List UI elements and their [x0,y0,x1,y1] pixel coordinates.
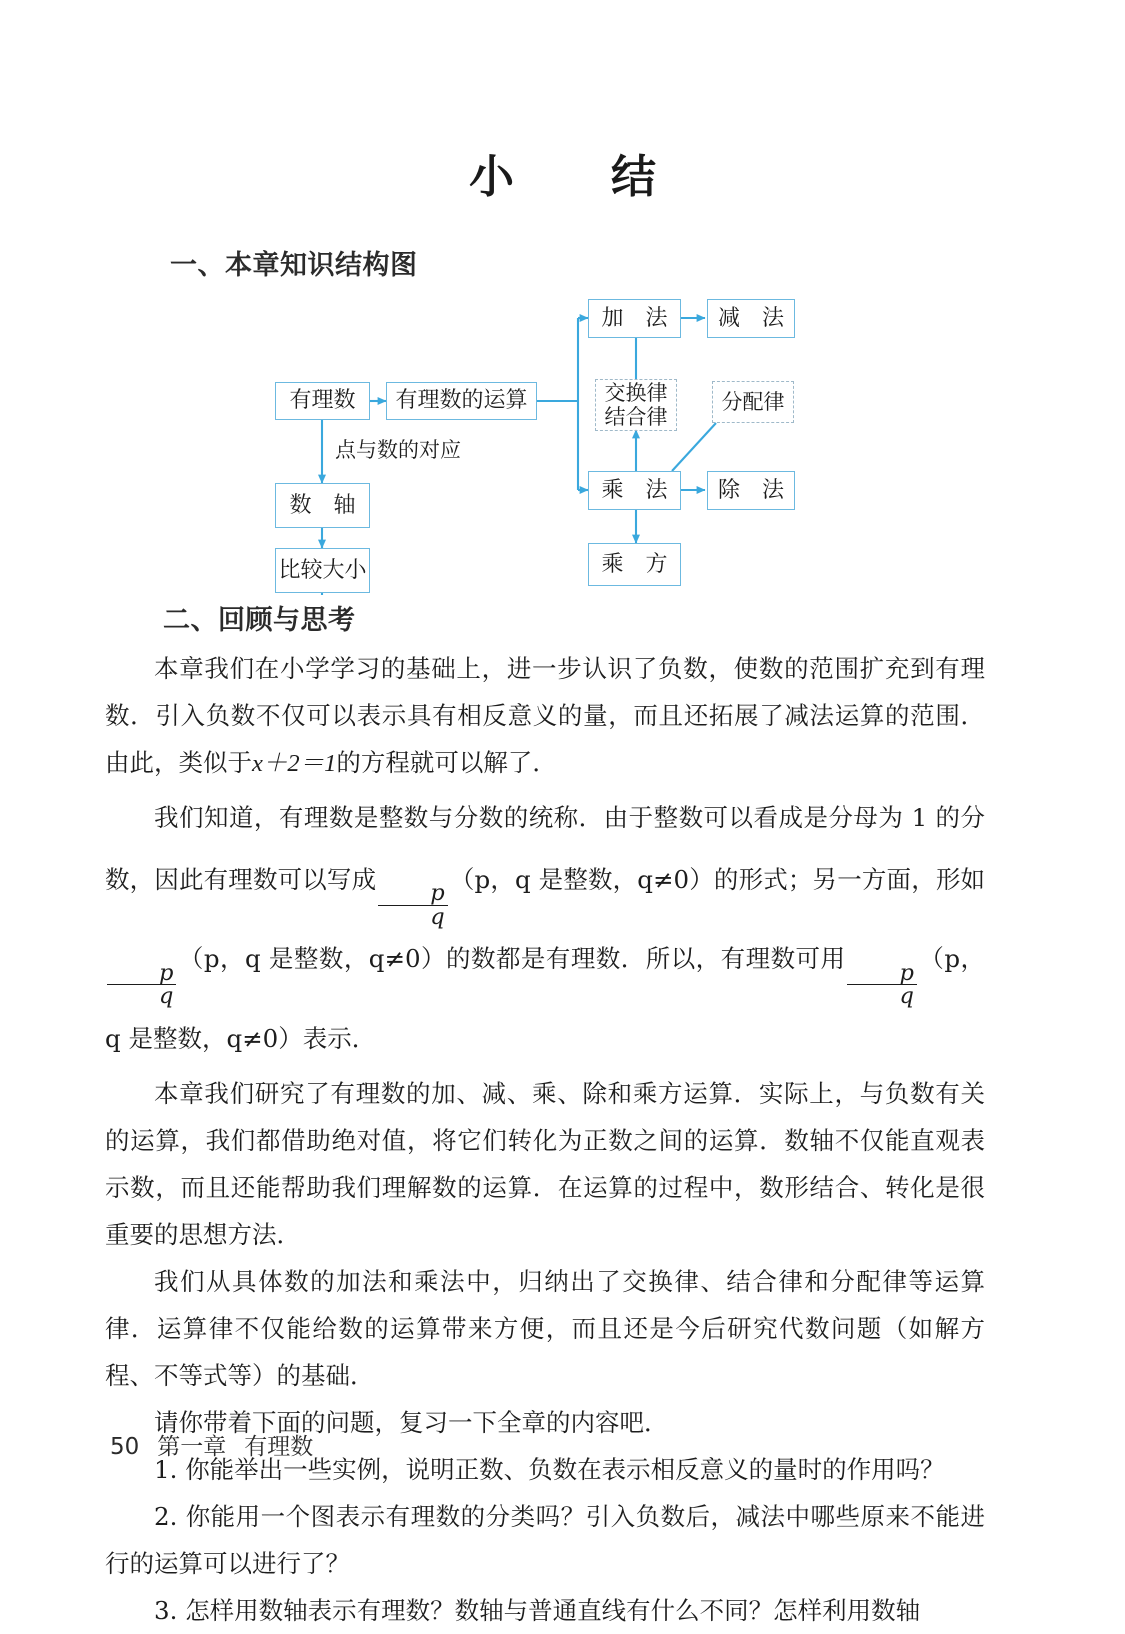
diagram-node-distributive [712,381,794,423]
question-text: 你能用一个图表示有理数的分类吗？引入负数后，减法中哪些原来不能进行的运算可以进行了？ [105,1501,986,1578]
paragraph-4: 我们从具体数的加法和乘法中，归纳出了交换律、结合律和分配律等运算律．运算律不仅能给数的运算带来方便，而且还是今后研究代数问题（如解方程、不等式等）的基础． [105,1266,985,1390]
paragraph-5: 请你带着下面的问题，复习一下全章的内容吧． [154,1407,669,1437]
diagram-node-rational-operations [386,382,537,420]
footer-page-number: 50 [110,1434,140,1460]
paragraph-2-part-d: （p，q 是整数，q≠0）表示． [105,944,986,1053]
diagram-node-division [707,471,795,510]
node-label: 数 轴 [289,492,356,518]
paragraph-3: 本章我们研究了有理数的加、减、乘、除和乘方运算．实际上，与负数有关的运算，我们都借助绝对值，将它们转化为正数之间的运算．数轴不仅能直观表示数，而且还能帮助我们理解数的运算．在运算的过程中，数形结合、转化是很重要的思想方法． [105,1078,985,1249]
node-label-line2: 结合律 [604,405,668,429]
node-label: 乘 方 [601,551,668,577]
section-heading-structure: 一、本章知识结构图 [170,250,418,281]
page-title: 小 结 [468,150,682,203]
footer-chapter-title: 有理数 [244,1434,314,1460]
section-heading-review: 二、回顾与思考 [163,605,356,636]
fraction-denominator: q [847,984,916,1008]
fraction-denominator: q [378,905,447,929]
diagram-connectors [0,285,1125,595]
diagram-node-compare-size [275,548,370,593]
fraction-denominator: q [107,984,176,1008]
node-label: 加 法 [601,305,668,331]
paragraph-1 [105,645,985,787]
question-number: 3. [154,1595,178,1625]
fraction-p-over-q [847,959,916,1010]
diagram-node-power [588,543,681,586]
fraction-numerator: p [159,959,174,986]
diagram-node-commutative-associative [595,379,677,431]
node-label: 有理数的运算 [395,388,528,414]
diagram-node-multiplication [588,471,681,510]
body-content [105,645,985,1634]
fraction-p-over-q [107,959,176,1010]
question-number: 2. [154,1501,178,1531]
node-label: 减 法 [717,305,784,331]
diagram-node-addition [588,299,681,338]
question-item-2 [105,1493,985,1587]
question-text: 怎样用数轴表示有理数？数轴与普通直线有什么不同？怎样利用数轴 [185,1595,921,1625]
node-label: 分配律 [721,389,785,414]
knowledge-structure-diagram [0,285,1125,595]
question-item-3 [105,1587,985,1634]
question-number: 1. [154,1454,178,1484]
paragraph-1-text: 本章我们在小学学习的基础上，进一步认识了负数，使数的范围扩充到有理数．引入负数不仅可以表示具有相反意义的量，而且还拓展了减法运算的范围．由此，类似于 [105,654,985,777]
node-label: 比较大小 [278,557,367,583]
node-label: 乘 法 [601,477,668,503]
paragraph-1-tail: 的方程就可以解了． [336,748,557,777]
paragraph-2-part-b: （p，q 是整数，q≠0）的形式；另一方面，形如 [449,865,986,894]
fraction-p-over-q [378,882,447,928]
diagram-node-subtraction [707,299,795,338]
node-label-line1: 交换律 [604,380,668,405]
paragraph-2-part-c: （p，q 是整数，q≠0）的数都是有理数．所以，有理数可用 [178,944,846,974]
node-label: 除 法 [717,477,784,503]
inline-equation: x＋2＝1 [252,750,337,777]
footer-chapter-number: 第一章 [157,1434,227,1460]
page-footer [110,1428,313,1461]
question-text: 你能举出一些实例，说明正数、负数在表示相反意义的量时的作用吗？ [185,1454,945,1484]
paragraph-2 [105,787,985,1070]
diagram-edge-label-point-number-correspondence: 点与数的对应 [335,438,461,462]
fraction-numerator: p [899,959,914,986]
diagram-node-number-line [275,483,370,528]
fraction-numerator: p [430,880,445,907]
diagram-node-rational-number [275,382,370,420]
paragraph-2-part-a: 我们知道，有理数是整数与分数的统称．由于整数可以看成是分母为 1 的分数，因此有理数可以写成 [105,803,985,894]
node-label: 有理数 [289,388,356,414]
